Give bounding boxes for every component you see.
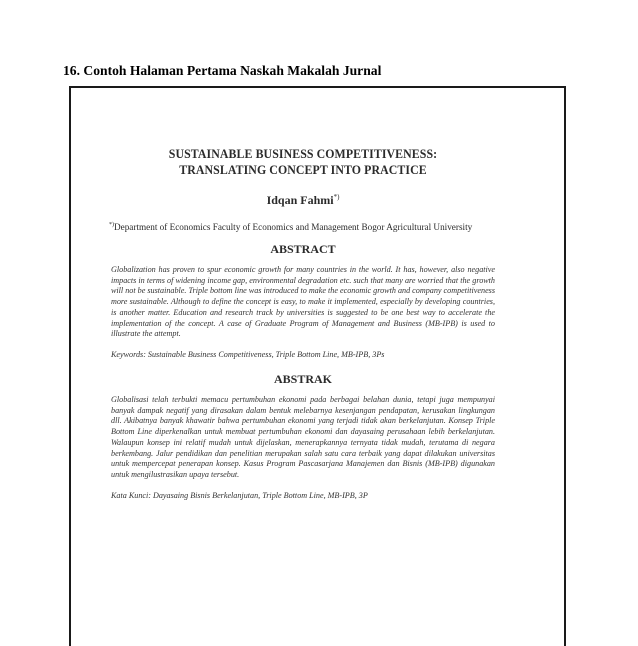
kata-kunci-line: Kata Kunci: Dayasaing Bisnis Berkelanjutan, Triple Bottom Line, MB-IPB, 3P bbox=[111, 490, 368, 500]
author-name bbox=[111, 193, 495, 208]
abstract-text: Globalization has proven to spur economic growth for many countries in the world. It has, however, also negative impacts in terms of widening income gap, environmental degradation etc. such that many are worried that the growth will not be sustainable. Triple bottom line was introduced to make the economic growth and company competitiveness more sustainable. Although to define the concept is easy, to make it implemented, especially by developing countries, is another matter. Education and research track by universities is suggested to be one best way to accelerate the implementation of the concept. A case of Graduate Program of Management and Business (MB-IPB) is used to illustrate the attempt. bbox=[111, 265, 495, 339]
page-caption: 16. Contoh Halaman Pertama Naskah Makalah Jurnal bbox=[63, 63, 382, 78]
abstrak-text: Globalisasi telah terbukti memacu pertumbuhan ekonomi pada berbagai belahan dunia, tetapi juga mempunyai banyak dampak negatif yang dirasakan dalam bentuk melebarnya kesenjangan pendapatan, kerusakan lingkungan dll. Akibatnya banyak khawatir bahwa pertumbuhan ekonomi yang terjadi tidak akan berkelanjutan. Konsep Triple Bottom Line diperkenalkan untuk membuat pertumbuhan ekonomi dan dayasaing perusahaan lebih berkelanjutan. Walaupun konsep ini relatif mudah untuk dijelaskan, menerapkannya ternyata tidak mudah, terutama di negara berkembang. Jalur pendidikan dan penelitian merupakan salah satu cara terbaik yang dapat dilakukan universitas untuk mempercepat penerapan konsep. Kasus Program Pascasarjana Manajemen dan Bisnis (MB-IPB) digunakan untuk mengilustrasikan upaya tersebut. bbox=[111, 394, 495, 479]
affiliation-text: Department of Economics Faculty of Economics and Management Bogor Agricultural University bbox=[114, 222, 473, 233]
author-affiliation bbox=[109, 222, 495, 232]
paper-title-line-2: TRANSLATING CONCEPT INTO PRACTICE bbox=[179, 163, 427, 177]
author-footnote-mark: *) bbox=[333, 193, 340, 201]
paper-title-line-1: SUSTAINABLE BUSINESS COMPETITIVENESS: bbox=[168, 147, 438, 161]
abstrak-heading: ABSTRAK bbox=[273, 371, 332, 386]
journal-page-frame bbox=[69, 86, 566, 646]
keywords-line: Keywords: Sustainable Business Competitiveness, Triple Bottom Line, MB-IPB, 3Ps bbox=[111, 349, 385, 359]
paper-title bbox=[123, 146, 484, 178]
author-name-text: Idqan Fahmi bbox=[266, 193, 334, 207]
affiliation-footnote-mark: *) bbox=[109, 222, 114, 228]
abstract-heading: ABSTRACT bbox=[270, 242, 336, 257]
journal-first-page bbox=[111, 146, 495, 500]
